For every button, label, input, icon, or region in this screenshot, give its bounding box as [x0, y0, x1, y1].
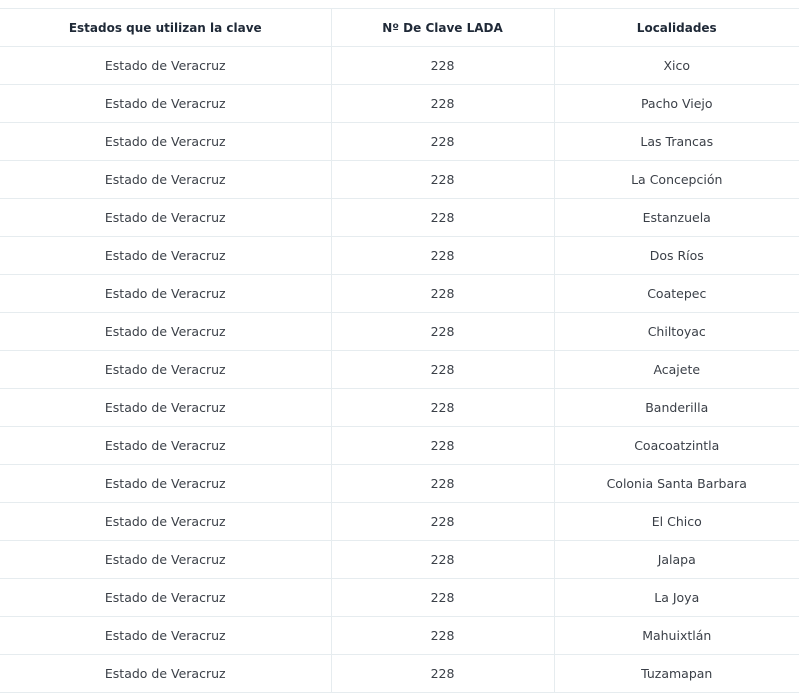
cell-localidad: Coatepec: [554, 275, 799, 313]
table-row: [0, 275, 799, 313]
table-row: [0, 465, 799, 503]
cell-clave: 228: [331, 389, 554, 427]
cell-estado: Estado de Veracruz: [0, 123, 331, 161]
cell-estado: Estado de Veracruz: [0, 465, 331, 503]
cell-localidad: Mahuixtlán: [554, 617, 799, 655]
cell-localidad: Jalapa: [554, 541, 799, 579]
cell-localidad: Xico: [554, 47, 799, 85]
cell-estado: Estado de Veracruz: [0, 655, 331, 693]
table-row: [0, 655, 799, 693]
cell-localidad: Tuzamapan: [554, 655, 799, 693]
table-row: [0, 47, 799, 85]
cell-estado: Estado de Veracruz: [0, 199, 331, 237]
cell-estado: Estado de Veracruz: [0, 389, 331, 427]
cell-localidad: Colonia Santa Barbara: [554, 465, 799, 503]
cell-clave: 228: [331, 351, 554, 389]
cell-localidad: Dos Ríos: [554, 237, 799, 275]
cell-clave: 228: [331, 275, 554, 313]
cell-localidad: El Chico: [554, 503, 799, 541]
table-row: [0, 237, 799, 275]
cell-localidad: Acajete: [554, 351, 799, 389]
lada-table: [0, 8, 799, 693]
header-clave-lada: Nº De Clave LADA: [331, 9, 554, 47]
cell-estado: Estado de Veracruz: [0, 161, 331, 199]
table-row: [0, 351, 799, 389]
table-row: [0, 617, 799, 655]
table-row: [0, 85, 799, 123]
cell-estado: Estado de Veracruz: [0, 579, 331, 617]
lada-table-container: [0, 8, 799, 693]
cell-clave: 228: [331, 427, 554, 465]
cell-clave: 228: [331, 47, 554, 85]
cell-clave: 228: [331, 503, 554, 541]
cell-estado: Estado de Veracruz: [0, 275, 331, 313]
cell-clave: 228: [331, 313, 554, 351]
cell-estado: Estado de Veracruz: [0, 85, 331, 123]
cell-clave: 228: [331, 161, 554, 199]
cell-clave: 228: [331, 617, 554, 655]
cell-clave: 228: [331, 465, 554, 503]
cell-localidad: La Concepción: [554, 161, 799, 199]
cell-estado: Estado de Veracruz: [0, 351, 331, 389]
table-header-row: [0, 9, 799, 47]
cell-localidad: Las Trancas: [554, 123, 799, 161]
table-body: [0, 47, 799, 693]
cell-estado: Estado de Veracruz: [0, 237, 331, 275]
cell-localidad: Banderilla: [554, 389, 799, 427]
cell-clave: 228: [331, 237, 554, 275]
table-row: [0, 541, 799, 579]
cell-clave: 228: [331, 655, 554, 693]
cell-clave: 228: [331, 579, 554, 617]
cell-estado: Estado de Veracruz: [0, 541, 331, 579]
cell-localidad: Coacoatzintla: [554, 427, 799, 465]
cell-clave: 228: [331, 199, 554, 237]
header-localidades: Localidades: [554, 9, 799, 47]
cell-localidad: La Joya: [554, 579, 799, 617]
cell-estado: Estado de Veracruz: [0, 503, 331, 541]
table-row: [0, 427, 799, 465]
cell-clave: 228: [331, 85, 554, 123]
cell-localidad: Estanzuela: [554, 199, 799, 237]
table-row: [0, 161, 799, 199]
table-row: [0, 199, 799, 237]
table-row: [0, 503, 799, 541]
table-row: [0, 123, 799, 161]
header-estados: Estados que utilizan la clave: [0, 9, 331, 47]
cell-estado: Estado de Veracruz: [0, 617, 331, 655]
table-row: [0, 579, 799, 617]
cell-clave: 228: [331, 541, 554, 579]
cell-estado: Estado de Veracruz: [0, 47, 331, 85]
cell-localidad: Pacho Viejo: [554, 85, 799, 123]
cell-localidad: Chiltoyac: [554, 313, 799, 351]
cell-clave: 228: [331, 123, 554, 161]
cell-estado: Estado de Veracruz: [0, 427, 331, 465]
table-row: [0, 313, 799, 351]
table-row: [0, 389, 799, 427]
cell-estado: Estado de Veracruz: [0, 313, 331, 351]
